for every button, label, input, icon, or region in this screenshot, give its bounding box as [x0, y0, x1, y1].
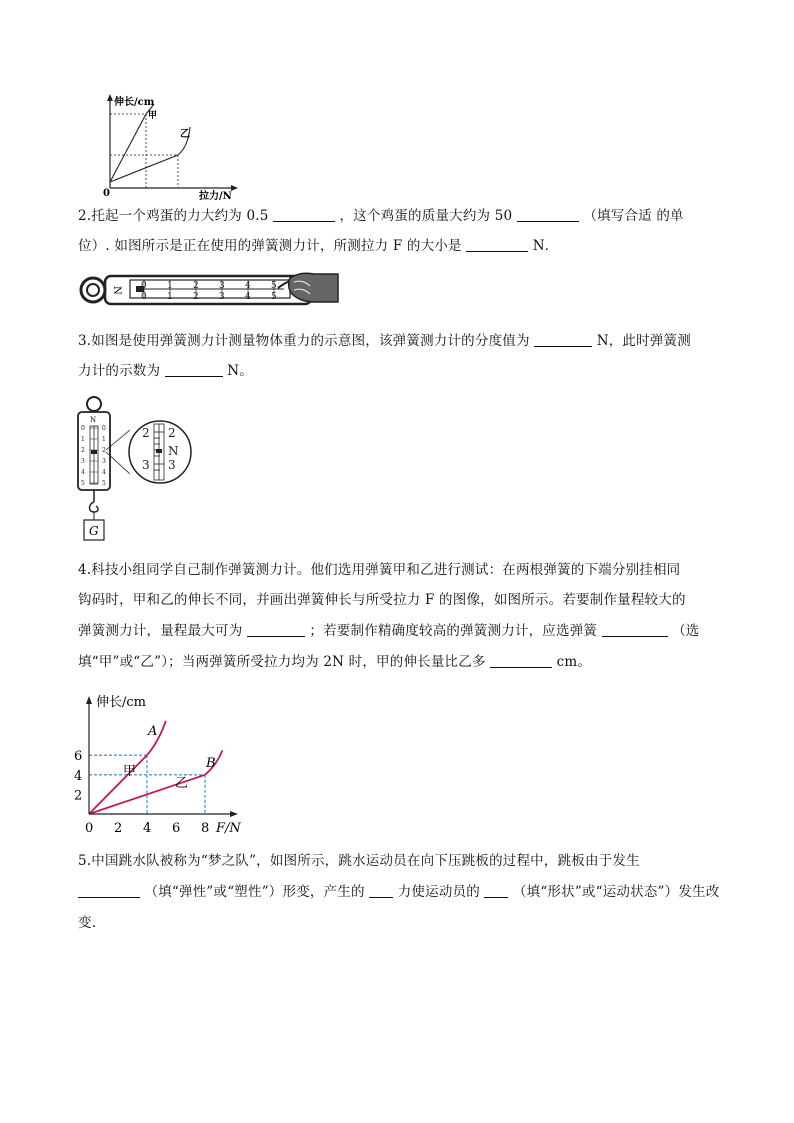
chart-x-label-text: F/N	[216, 821, 241, 836]
q4-text-4b: cm。	[556, 654, 592, 670]
series-label-yi: 乙	[175, 776, 189, 791]
q2-blank-mass-unit[interactable]	[517, 207, 579, 222]
q4-blank-spring-choice[interactable]	[602, 622, 668, 637]
q5-blank-force-type[interactable]	[369, 883, 393, 898]
x-tick-8: 8	[201, 821, 210, 836]
vscale-tick-right-1: 1	[102, 436, 106, 443]
q5-text-2a: （填“弹性”或“塑性”）形变，产生的	[144, 884, 365, 900]
vscale-tick-right-5: 5	[102, 480, 106, 487]
q3-blank-reading[interactable]	[165, 362, 223, 377]
q5-blank-effect[interactable]	[484, 883, 508, 898]
spring-extension-chart	[70, 686, 260, 838]
series-label-jia: 甲	[123, 764, 137, 779]
q4-blank-difference[interactable]	[490, 653, 552, 668]
point-label-b: B	[206, 756, 216, 771]
x-tick-6: 6	[172, 821, 181, 836]
y-tick-2: 2	[74, 788, 83, 804]
q2-blank-force-value[interactable]	[466, 237, 528, 252]
hscale-tick-top-4: 4	[245, 281, 251, 291]
q4-blank-max-range[interactable]	[247, 622, 305, 637]
q3-text-1a: 3.如图是使用弹簧测力计测量物体重力的示意图，该弹簧测力计的分度值为	[78, 333, 530, 349]
vscale-tick-right-2: 2	[102, 447, 106, 454]
hand-icon	[274, 268, 340, 308]
chart-x-label	[215, 821, 241, 836]
q3-text-2b: N。	[227, 363, 253, 379]
fig1-y-label: 伸长/cm	[114, 97, 155, 108]
zoom-unit: N	[168, 444, 179, 458]
q5-text-2b: 力使运动员的	[397, 884, 480, 900]
vscale-tick-left-2: 2	[81, 447, 85, 454]
fig1-origin: 0	[103, 188, 110, 199]
q2-text-2a: 位）. 如图所示是正在使用的弹簧测力计，所测拉力 F 的大小是	[78, 238, 462, 254]
zoom-tick-right-2: 2	[168, 426, 176, 440]
x-tick-4: 4	[143, 821, 152, 836]
hscale-tick-top-2: 2	[193, 281, 199, 291]
q3-blank-division[interactable]	[534, 332, 592, 347]
fig1-x-label: 拉力/N	[199, 191, 232, 202]
hscale-tick-top-1: 1	[167, 281, 173, 291]
hscale-tick-bottom-1: 1	[167, 292, 173, 302]
hscale-tick-top-3: 3	[219, 281, 225, 291]
hscale-unit: N	[111, 286, 122, 295]
hscale-tick-top-0: 0	[141, 281, 147, 291]
zoom-tick-left-3: 3	[142, 458, 150, 472]
q4-text-2: 钩码时，甲和乙的伸长不同，并画出弹簧伸长与所受拉力 F 的图像，如图所示。若要制作量程较大的	[78, 592, 686, 608]
q4-text-4a: 填“甲”或“乙”）；当两弹簧所受拉力均为 2N 时，甲的伸长量比乙多	[78, 654, 486, 670]
vscale-tick-right-0: 0	[102, 425, 106, 432]
fig1-curve-jia: 甲	[148, 111, 158, 121]
q5-blank-deformation[interactable]	[78, 883, 140, 898]
q2-text-2b: N．	[532, 238, 559, 254]
q4-text-3b: ；若要制作精确度较高的弹簧测力计，应选弹簧	[309, 623, 598, 639]
fig1-curve-yi: 乙	[180, 129, 190, 140]
zoom-tick-right-3: 3	[168, 458, 176, 472]
q5-text-3: 变.	[78, 915, 97, 931]
hscale-tick-bottom-0: 0	[141, 292, 147, 302]
vscale-tick-right-3: 3	[102, 458, 106, 465]
chart-y-label: 伸长/cm	[96, 695, 146, 710]
q3-text-1b: N，此时弹簧测	[596, 333, 691, 349]
q4-text-3a: 弹簧测力计，量程最大可为	[78, 623, 243, 639]
x-tick-0: 0	[85, 821, 94, 836]
q5-text-2c: （填“形状”或“运动状态”）发生改	[512, 884, 720, 900]
hscale-tick-top-5: 5	[271, 281, 277, 291]
point-label-a: A	[148, 724, 158, 739]
q2-text-1b: ，这个鸡蛋的质量大约为 50	[339, 208, 513, 224]
vscale-tick-left-4: 4	[81, 469, 85, 476]
vscale-unit: N	[90, 416, 97, 424]
q5-text-1: 5.中国跳水队被称为“梦之队”，如图所示，跳水运动员在向下压跳板的过程中，跳板由于发生	[78, 853, 640, 869]
vscale-tick-left-3: 3	[81, 458, 85, 465]
weight-label: G	[89, 524, 99, 538]
q2-text-1a: 2.托起一个鸡蛋的力大约为 0.5	[78, 208, 269, 224]
series-line-0	[89, 755, 147, 814]
zoom-tick-left-2: 2	[142, 426, 150, 440]
vertical-spring-scale	[72, 394, 208, 544]
vscale-tick-left-1: 1	[81, 436, 85, 443]
q2-text-1c: （填写合适 的单	[583, 208, 684, 224]
vscale-tick-left-5: 5	[81, 480, 85, 487]
hscale-tick-bottom-5: 5	[271, 292, 277, 302]
q3-text-2a: 力计的示数为	[78, 363, 161, 379]
y-tick-4: 4	[74, 768, 83, 784]
vscale-tick-left-0: 0	[81, 425, 85, 432]
y-tick-6: 6	[74, 749, 83, 765]
figure-1-graph	[96, 92, 246, 202]
hscale-tick-bottom-2: 2	[193, 292, 199, 302]
q2-blank-force-unit[interactable]	[273, 207, 335, 222]
x-tick-2: 2	[114, 821, 123, 836]
q4-text-1: 4.科技小组同学自己制作弹簧测力计。他们选用弹簧甲和乙进行测试：在两根弹簧的下端分别挂相同	[78, 562, 681, 578]
hscale-tick-bottom-4: 4	[245, 292, 251, 302]
vscale-tick-right-4: 4	[102, 469, 106, 476]
hscale-tick-bottom-3: 3	[219, 292, 225, 302]
q4-text-3c: （选	[672, 623, 700, 639]
